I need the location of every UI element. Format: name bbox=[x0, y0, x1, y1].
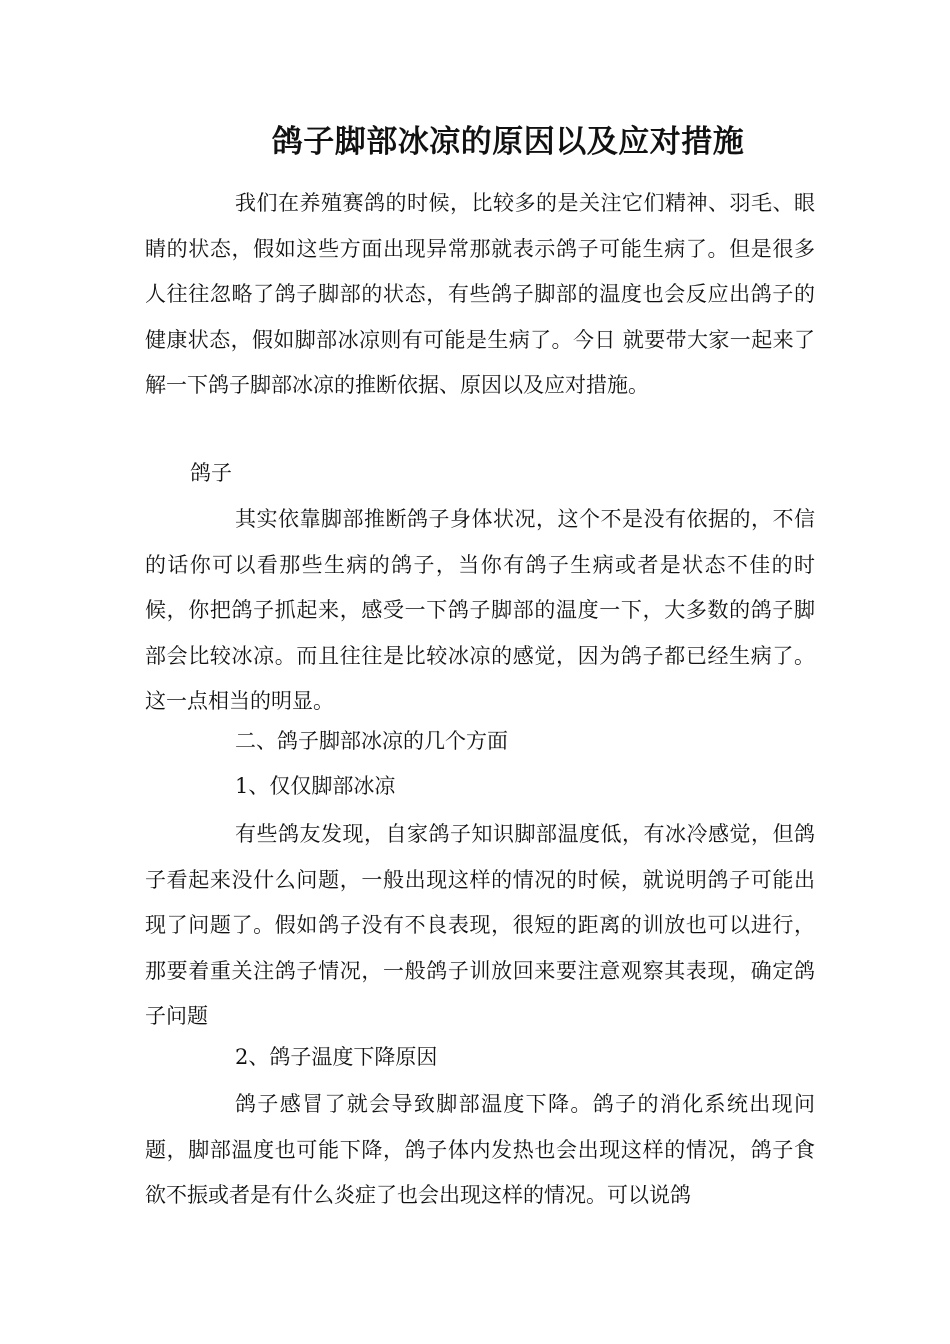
body-paragraph-feet-only: 有些鸽友发现，自家鸽子知识脚部温度低，有冰冷感觉，但鸽子看起来没什么问题，一般出现这样的情况的时候，就说明鸽子可能出现了问题了。假如鸽子没有不良表现，很短的距离的训放也可以进行，那要着重关注鸽子情况，一般鸽子训放回来要注意观察其表现，确定鸽子问题 bbox=[145, 822, 815, 1028]
intro-paragraph: 我们在养殖赛鸽的时候，比较多的是关注它们精神、羽毛、眼睛的状态，假如这些方面出现异常那就表示鸽子可能生病了。但是很多人往往忽略了鸽子脚部的状态，有些鸽子脚部的温度也会反应出鸽子的健康状态，假如脚部冰凉则有可能是生病了。今日 就要带大家一起来了解一下鸽子脚部冰凉的推断依据、原因以及应对措施。 bbox=[145, 191, 815, 397]
subheading-feet-only: 1、仅仅脚部冰凉 bbox=[235, 774, 396, 798]
subheading-temperature-causes: 2、鸽子温度下降原因 bbox=[235, 1045, 438, 1069]
pigeon-label: 鸽子 bbox=[190, 461, 232, 485]
body-paragraph-causes: 鸽子感冒了就会导致脚部温度下降。鸽子的消化系统出现问题，脚部温度也可能下降，鸽子体内发热也会出现这样的情况，鸽子食欲不振或者是有什么炎症了也会出现这样的情况。可以说鸽 bbox=[145, 1092, 815, 1207]
section-heading-aspects: 二、鸽子脚部冰凉的几个方面 bbox=[235, 729, 508, 753]
document-title: 鸽子脚部冰凉的原因以及应对措施 bbox=[271, 124, 745, 160]
body-paragraph-basis: 其实依靠脚部推断鸽子身体状况，这个不是没有依据的，不信的话你可以看那些生病的鸽子，当你有鸽子生病或者是状态不佳的时候，你把鸽子抓起来，感受一下鸽子脚部的温度一下，大多数的鸽子脚部会比较冰凉。而且往往是比较冰凉的感觉，因为鸽子都已经生病了。这一点相当的明显。 bbox=[145, 507, 815, 713]
